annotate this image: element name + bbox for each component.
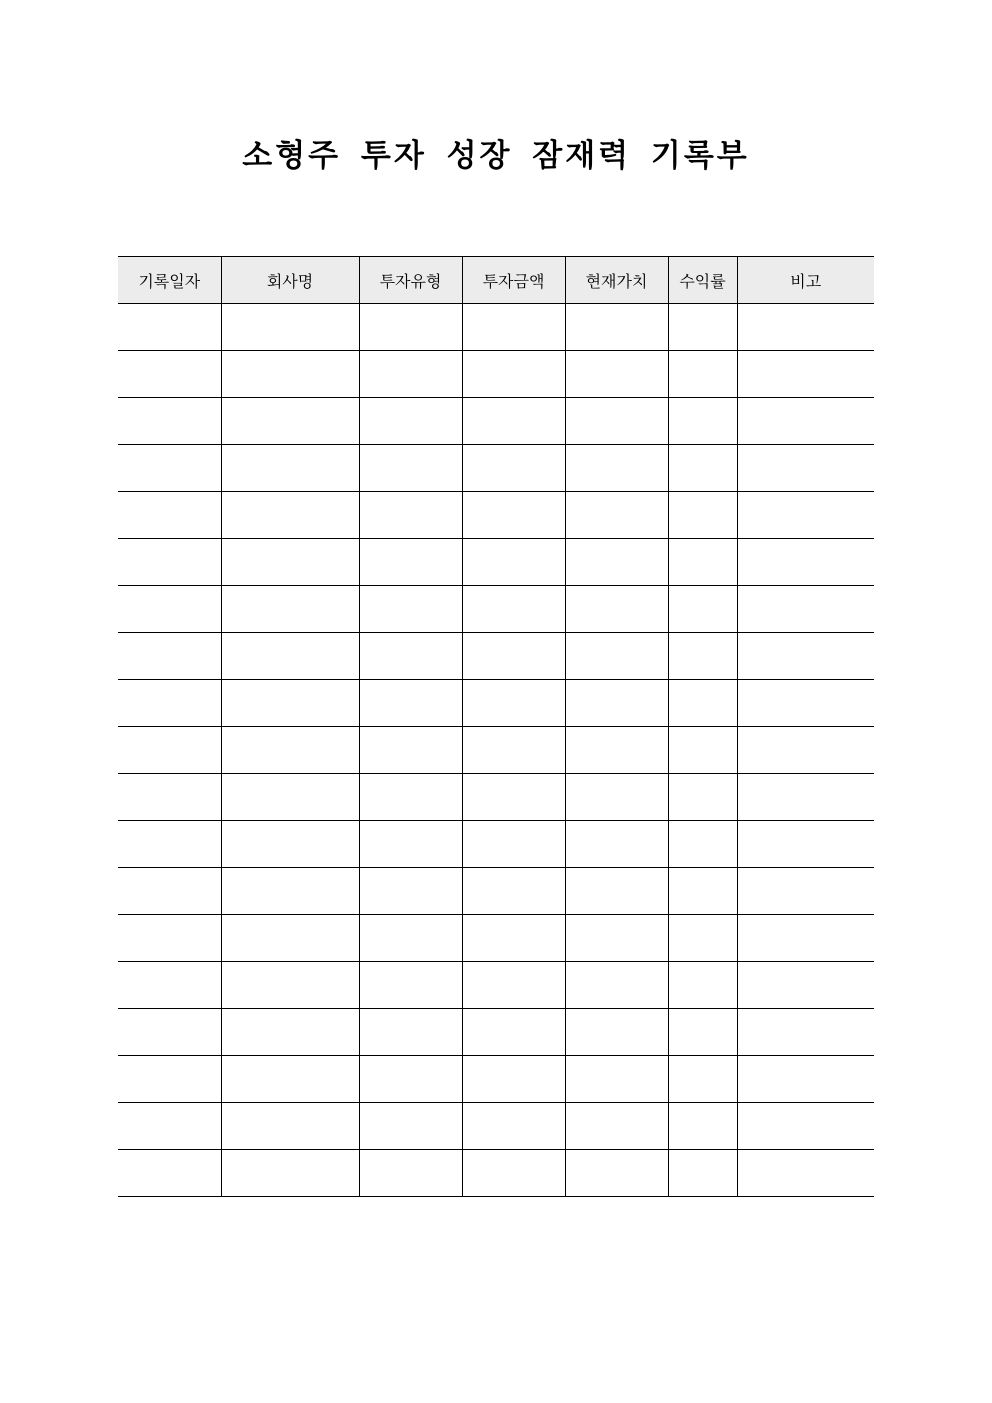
cell-current-value[interactable] <box>565 1103 668 1150</box>
cell-current-value[interactable] <box>565 1150 668 1197</box>
cell-record-date[interactable] <box>118 680 221 727</box>
cell-company-name[interactable] <box>221 398 359 445</box>
table-row <box>118 727 874 774</box>
cell-investment-type[interactable] <box>359 445 462 492</box>
cell-return-rate[interactable] <box>668 680 737 727</box>
cell-return-rate[interactable] <box>668 492 737 539</box>
cell-investment-amount[interactable] <box>462 1056 565 1103</box>
cell-company-name[interactable] <box>221 727 359 774</box>
cell-investment-type[interactable] <box>359 539 462 586</box>
cell-record-date[interactable] <box>118 539 221 586</box>
header-remarks: 비고 <box>737 257 874 304</box>
cell-company-name[interactable] <box>221 586 359 633</box>
cell-remarks[interactable] <box>737 868 874 915</box>
cell-current-value[interactable] <box>565 821 668 868</box>
cell-record-date[interactable] <box>118 1056 221 1103</box>
cell-investment-amount[interactable] <box>462 962 565 1009</box>
table-row <box>118 398 874 445</box>
cell-remarks[interactable] <box>737 1150 874 1197</box>
table-row <box>118 1150 874 1197</box>
table-row <box>118 868 874 915</box>
table-row <box>118 633 874 680</box>
cell-investment-amount[interactable] <box>462 539 565 586</box>
cell-current-value[interactable] <box>565 304 668 351</box>
cell-return-rate[interactable] <box>668 1009 737 1056</box>
table-row <box>118 821 874 868</box>
cell-record-date[interactable] <box>118 915 221 962</box>
cell-current-value[interactable] <box>565 492 668 539</box>
header-record-date: 기록일자 <box>118 257 221 304</box>
cell-return-rate[interactable] <box>668 915 737 962</box>
cell-current-value[interactable] <box>565 445 668 492</box>
cell-current-value[interactable] <box>565 1056 668 1103</box>
header-current-value: 현재가치 <box>565 257 668 304</box>
cell-investment-amount[interactable] <box>462 774 565 821</box>
table-row <box>118 774 874 821</box>
cell-return-rate[interactable] <box>668 304 737 351</box>
header-company-name: 회사명 <box>221 257 359 304</box>
cell-record-date[interactable] <box>118 492 221 539</box>
header-return-rate: 수익률 <box>668 257 737 304</box>
cell-remarks[interactable] <box>737 680 874 727</box>
cell-investment-amount[interactable] <box>462 1009 565 1056</box>
cell-return-rate[interactable] <box>668 821 737 868</box>
cell-return-rate[interactable] <box>668 774 737 821</box>
cell-remarks[interactable] <box>737 539 874 586</box>
cell-company-name[interactable] <box>221 492 359 539</box>
cell-record-date[interactable] <box>118 727 221 774</box>
cell-return-rate[interactable] <box>668 633 737 680</box>
header-investment-type: 투자유형 <box>359 257 462 304</box>
cell-remarks[interactable] <box>737 1103 874 1150</box>
cell-record-date[interactable] <box>118 821 221 868</box>
cell-record-date[interactable] <box>118 586 221 633</box>
header-investment-amount: 투자금액 <box>462 257 565 304</box>
cell-company-name[interactable] <box>221 962 359 1009</box>
table-row <box>118 539 874 586</box>
cell-investment-amount[interactable] <box>462 398 565 445</box>
cell-record-date[interactable] <box>118 1103 221 1150</box>
record-table <box>118 256 874 1197</box>
cell-company-name[interactable] <box>221 633 359 680</box>
cell-company-name[interactable] <box>221 351 359 398</box>
cell-investment-type[interactable] <box>359 868 462 915</box>
cell-investment-type[interactable] <box>359 586 462 633</box>
cell-investment-amount[interactable] <box>462 492 565 539</box>
cell-investment-amount[interactable] <box>462 727 565 774</box>
table-row <box>118 915 874 962</box>
cell-company-name[interactable] <box>221 821 359 868</box>
cell-record-date[interactable] <box>118 774 221 821</box>
cell-investment-type[interactable] <box>359 1150 462 1197</box>
cell-return-rate[interactable] <box>668 868 737 915</box>
cell-current-value[interactable] <box>565 633 668 680</box>
cell-company-name[interactable] <box>221 1150 359 1197</box>
cell-remarks[interactable] <box>737 1056 874 1103</box>
header-row <box>118 257 874 304</box>
cell-investment-amount[interactable] <box>462 445 565 492</box>
cell-remarks[interactable] <box>737 351 874 398</box>
cell-investment-type[interactable] <box>359 1103 462 1150</box>
table-row <box>118 1009 874 1056</box>
cell-investment-type[interactable] <box>359 915 462 962</box>
cell-return-rate[interactable] <box>668 445 737 492</box>
cell-record-date[interactable] <box>118 1150 221 1197</box>
table-body <box>118 304 874 1197</box>
cell-return-rate[interactable] <box>668 398 737 445</box>
cell-company-name[interactable] <box>221 1103 359 1150</box>
table-row <box>118 445 874 492</box>
cell-investment-type[interactable] <box>359 727 462 774</box>
cell-remarks[interactable] <box>737 915 874 962</box>
cell-current-value[interactable] <box>565 539 668 586</box>
cell-company-name[interactable] <box>221 680 359 727</box>
cell-investment-type[interactable] <box>359 774 462 821</box>
cell-current-value[interactable] <box>565 1009 668 1056</box>
cell-company-name[interactable] <box>221 915 359 962</box>
cell-return-rate[interactable] <box>668 539 737 586</box>
table-row <box>118 304 874 351</box>
cell-investment-type[interactable] <box>359 1056 462 1103</box>
cell-investment-type[interactable] <box>359 398 462 445</box>
cell-company-name[interactable] <box>221 1056 359 1103</box>
cell-remarks[interactable] <box>737 774 874 821</box>
cell-record-date[interactable] <box>118 304 221 351</box>
cell-investment-type[interactable] <box>359 304 462 351</box>
cell-current-value[interactable] <box>565 962 668 1009</box>
cell-current-value[interactable] <box>565 727 668 774</box>
cell-investment-amount[interactable] <box>462 351 565 398</box>
cell-investment-amount[interactable] <box>462 586 565 633</box>
document-title: 소형주 투자 성장 잠재력 기록부 <box>242 138 750 174</box>
cell-remarks[interactable] <box>737 398 874 445</box>
cell-current-value[interactable] <box>565 398 668 445</box>
cell-remarks[interactable] <box>737 633 874 680</box>
cell-current-value[interactable] <box>565 351 668 398</box>
cell-remarks[interactable] <box>737 727 874 774</box>
cell-record-date[interactable] <box>118 962 221 1009</box>
cell-remarks[interactable] <box>737 492 874 539</box>
table-header <box>118 257 874 304</box>
table-row <box>118 351 874 398</box>
cell-remarks[interactable] <box>737 821 874 868</box>
table-row <box>118 492 874 539</box>
cell-return-rate[interactable] <box>668 351 737 398</box>
cell-record-date[interactable] <box>118 633 221 680</box>
cell-investment-type[interactable] <box>359 492 462 539</box>
table-row <box>118 962 874 1009</box>
cell-record-date[interactable] <box>118 1009 221 1056</box>
cell-return-rate[interactable] <box>668 727 737 774</box>
cell-record-date[interactable] <box>118 351 221 398</box>
cell-company-name[interactable] <box>221 304 359 351</box>
cell-investment-type[interactable] <box>359 680 462 727</box>
cell-investment-amount[interactable] <box>462 680 565 727</box>
cell-return-rate[interactable] <box>668 962 737 1009</box>
cell-investment-type[interactable] <box>359 633 462 680</box>
cell-investment-amount[interactable] <box>462 868 565 915</box>
cell-record-date[interactable] <box>118 868 221 915</box>
table-row <box>118 1103 874 1150</box>
cell-investment-amount[interactable] <box>462 1150 565 1197</box>
cell-company-name[interactable] <box>221 445 359 492</box>
cell-remarks[interactable] <box>737 445 874 492</box>
cell-current-value[interactable] <box>565 680 668 727</box>
cell-remarks[interactable] <box>737 1009 874 1056</box>
cell-remarks[interactable] <box>737 962 874 1009</box>
cell-record-date[interactable] <box>118 445 221 492</box>
cell-investment-amount[interactable] <box>462 821 565 868</box>
cell-investment-amount[interactable] <box>462 915 565 962</box>
cell-investment-type[interactable] <box>359 1009 462 1056</box>
cell-current-value[interactable] <box>565 868 668 915</box>
cell-company-name[interactable] <box>221 1009 359 1056</box>
cell-remarks[interactable] <box>737 304 874 351</box>
cell-company-name[interactable] <box>221 539 359 586</box>
cell-company-name[interactable] <box>221 774 359 821</box>
cell-remarks[interactable] <box>737 586 874 633</box>
cell-return-rate[interactable] <box>668 1150 737 1197</box>
cell-return-rate[interactable] <box>668 1103 737 1150</box>
cell-return-rate[interactable] <box>668 1056 737 1103</box>
cell-record-date[interactable] <box>118 398 221 445</box>
cell-current-value[interactable] <box>565 774 668 821</box>
cell-current-value[interactable] <box>565 586 668 633</box>
cell-investment-amount[interactable] <box>462 633 565 680</box>
cell-company-name[interactable] <box>221 868 359 915</box>
table-row <box>118 586 874 633</box>
cell-investment-amount[interactable] <box>462 304 565 351</box>
cell-current-value[interactable] <box>565 915 668 962</box>
cell-investment-type[interactable] <box>359 351 462 398</box>
table-row <box>118 1056 874 1103</box>
cell-investment-amount[interactable] <box>462 1103 565 1150</box>
cell-return-rate[interactable] <box>668 586 737 633</box>
table-row <box>118 680 874 727</box>
cell-investment-type[interactable] <box>359 821 462 868</box>
cell-investment-type[interactable] <box>359 962 462 1009</box>
